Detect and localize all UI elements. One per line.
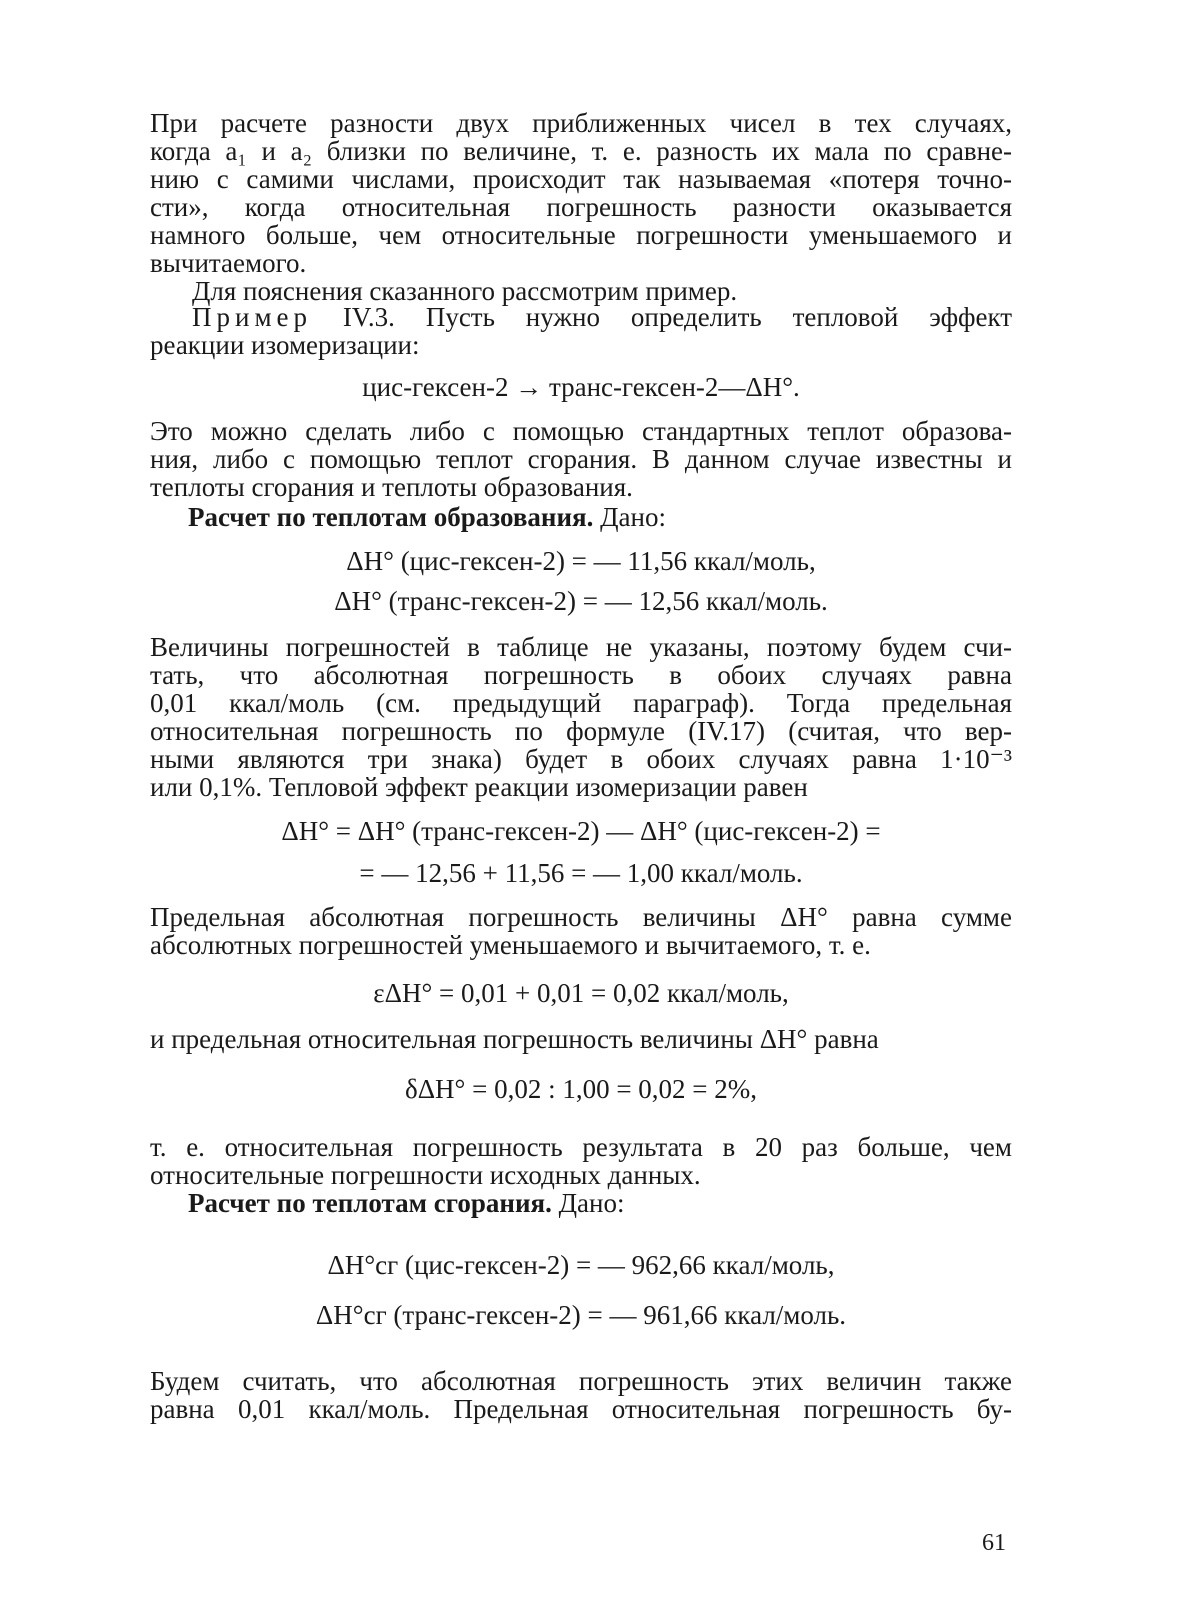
section-combustion-tail: Дано: bbox=[558, 1188, 625, 1218]
p7-line-2: относительные погрешности исходных данных. bbox=[150, 1160, 701, 1190]
p3-line-3: теплоты сгорания и теплоты образования. bbox=[150, 472, 633, 502]
equation-combustion-1: ΔH°сг (цис-гексен-2) = — 962,66 ккал/моль, bbox=[327, 1250, 835, 1280]
p4-line-2: тать, что абсолютная погрешность в обоих случаях равна bbox=[150, 660, 1012, 690]
equation-combustion-2: ΔH°сг (транс-гексен-2) = — 961,66 ккал/моль. bbox=[315, 1300, 847, 1330]
p4-line-3: 0,01 ккал/моль (см. предыдущий параграф). Тогда предельная bbox=[150, 688, 1012, 718]
p7-line-1: т. е. относительная погрешность результата в 20 раз больше, чем bbox=[150, 1132, 1012, 1162]
example-label: Пример bbox=[192, 302, 313, 332]
equation-delta: δΔH° = 0,02 : 1,00 = 0,02 = 2%, bbox=[404, 1074, 758, 1104]
p8-line-2: равна 0,01 ккал/моль. Предельная относительная погрешность бу- bbox=[150, 1394, 1012, 1424]
p1-line-1: При расчете разности двух приближенных чисел в тех случаях, bbox=[150, 108, 1012, 138]
p3-line-1: Это можно сделать либо с помощью стандартных теплот образова- bbox=[150, 416, 1012, 446]
example-line-2: реакции изомеризации: bbox=[150, 330, 420, 360]
section-formation-tail: Дано: bbox=[600, 502, 666, 532]
section-combustion bbox=[188, 1188, 1012, 1218]
p5-line-2: абсолютных погрешностей уменьшаемого и вычитаемого, т. е. bbox=[150, 930, 871, 960]
section-combustion-heading: Расчет по теплотам сгорания. bbox=[188, 1188, 552, 1218]
p4-line-1: Величины погрешностей в таблице не указаны, поэтому будем счи- bbox=[150, 632, 1012, 662]
p1-line-6: вычитаемого. bbox=[150, 248, 307, 278]
p2-line: Для пояснения сказанного рассмотрим пример. bbox=[192, 276, 738, 306]
p4-line-6: или 0,1%. Тепловой эффект реакции изомеризации равен bbox=[150, 772, 808, 802]
equation-dh-1: ΔH° = ΔH° (транс-гексен-2) — ΔH° (цис-гексен-2) = bbox=[281, 816, 881, 846]
example-number: IV.3. bbox=[342, 302, 395, 332]
p5-line-1: Предельная абсолютная погрешность величины ΔH° равна сумме bbox=[150, 902, 1012, 932]
section-formation bbox=[188, 502, 1012, 532]
page-number: 61 bbox=[982, 1530, 1006, 1556]
example-line-1 bbox=[192, 302, 1012, 332]
p1-line-4: сти», когда относительная погрешность разности оказывается bbox=[150, 192, 1012, 222]
p4-line-5: ными являются три знака) будет в обоих случаях равна 1·10⁻³ bbox=[150, 744, 1012, 774]
p1-line-5: намного больше, чем относительные погрешности уменьшаемого и bbox=[150, 220, 1012, 250]
p6-line: и предельная относительная погрешность величины ΔH° равна bbox=[150, 1024, 879, 1054]
equation-formation-2: ΔH° (транс-гексен-2) = — 12,56 ккал/моль. bbox=[334, 586, 828, 616]
section-formation-heading: Расчет по теплотам образования. bbox=[188, 502, 594, 532]
equation-reaction: цис-гексен-2 → транс-гексен-2—ΔH°. bbox=[362, 372, 800, 402]
equation-epsilon: εΔH° = 0,01 + 0,01 = 0,02 ккал/моль, bbox=[373, 978, 789, 1008]
p1-line-2: когда a₁ и a₂ близки по величине, т. е. разность их мала по сравне- bbox=[150, 136, 1012, 166]
p3-line-2: ния, либо с помощью теплот сгорания. В данном случае известны и bbox=[150, 444, 1012, 474]
p8-line-1: Будем считать, что абсолютная погрешность этих величин также bbox=[150, 1366, 1012, 1396]
p1-line-3: нию с самими числами, происходит так называемая «потеря точно- bbox=[150, 164, 1012, 194]
equation-formation-1: ΔH° (цис-гексен-2) = — 11,56 ккал/моль, bbox=[346, 546, 816, 576]
p4-line-4: относительная погрешность по формуле (IV.17) (считая, что вер- bbox=[150, 716, 1012, 746]
equation-dh-2: = — 12,56 + 11,56 = — 1,00 ккал/моль. bbox=[359, 858, 803, 888]
example-text: Пусть нужно определить тепловой эффект bbox=[425, 302, 1013, 332]
